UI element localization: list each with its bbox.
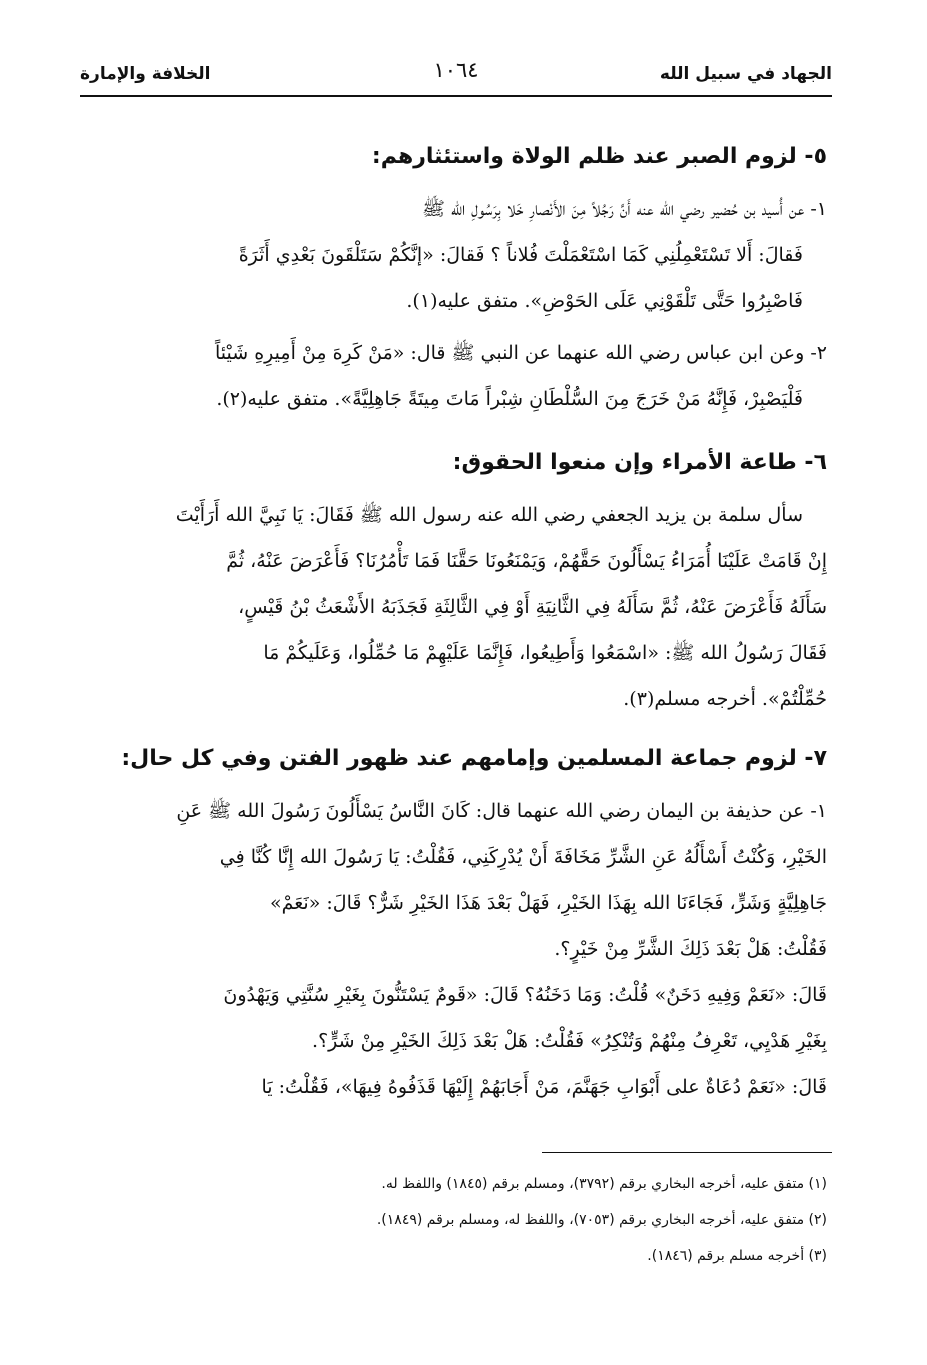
text-line: قَالَ: «نَعَمْ وَفِيهِ دَخَنٌ» قُلْتُ: وَمَا دَخَنُهُ؟ قَالَ: «قَومٌ يَسْتَنُّونَ بِغَيْرِ سُنَّتِي وَيَهْدُونَ (223, 984, 827, 1006)
text-line: سَأَلَهُ فَأَعْرَضَ عَنْهُ، ثُمَّ سَأَلَهُ فِي الثَّانِيَةِ أَوْ فِي الثَّالِثَةِ فَجَذَبَهُ الأَشْعَثُ بْنُ قَيْسٍ، (238, 596, 827, 618)
text-line: فَقالَ: أَلا تَسْتَعْمِلُنِي كَمَا اسْتَعْمَلْتَ فُلاناً ؟ فَقالَ: «إنَّكُمْ سَتَلْقَونَ بَعْدِي أَثَرَةً (238, 244, 803, 266)
footnote: (٣) أخرجه مسلم برقم (١٨٤٦). (647, 1248, 827, 1264)
section-5-heading: ٥- لزوم الصبر عند ظلم الولاة واستئثارهم: (371, 144, 827, 169)
text-line: قَالَ: «نَعَمْ دُعَاةٌ على أَبْوَابِ جَهَنَّمَ، مَنْ أَجَابَهُمْ إِلَيْهَا قَذَفُوهُ فِيهَا»، فَقُلْتُ: يَا (261, 1076, 827, 1098)
section-5-hadith-2 (95, 330, 827, 422)
text-line: فَلْيَصْبِرْ، فَإِنَّهُ مَنْ خَرَجَ مِنَ السُّلْطَانِ شِبْراً مَاتَ مِيتَةً جَاهِلِيَّةً». متفق عليه(٢). (216, 388, 803, 410)
book-title: الجهاد في سبيل الله (659, 64, 832, 84)
text-line: فَاصْبِرُوا حَتَّى تَلْقَوْنِي عَلَى الحَوْضِ». متفق عليه(١). (406, 290, 803, 312)
footnote: (٢) متفق عليه، أخرجه البخاري برقم (٧٠٥٣)، واللفظ له، ومسلم برقم (١٨٤٩). (376, 1212, 827, 1228)
footnotes (95, 1166, 827, 1274)
header-rule (80, 95, 832, 97)
running-header (80, 58, 832, 94)
section-7-heading: ٧- لزوم جماعة المسلمين وإمامهم عند ظهور الفتن وفي كل حال: (121, 746, 827, 771)
page-number: ١٠٦٤ (433, 58, 479, 82)
text-line: فَقَالَ رَسُولُ الله ﷺ: «اسْمَعُوا وَأَطِيعُوا، فَإِنَّمَا عَلَيْهِمْ مَا حُمِّلُوا، وَعَلَيكُمْ مَا (263, 642, 827, 664)
footnote-rule (542, 1152, 832, 1153)
section-6-text (95, 492, 827, 722)
text-line: جَاهِلِيَّةٍ وَشَرٍّ، فَجَاءَنَا الله بِهَذَا الخَيْرِ، فَهَلْ بَعْدَ هَذَا الخَيْرِ شَرٌّ؟ قَالَ: «نَعَمْ» (269, 892, 827, 914)
text-line: حُمِّلْتُمْ». أخرجه مسلم(٣). (623, 688, 827, 710)
chapter-title: الخلافة والإمارة (80, 64, 211, 84)
text-line: سأل سلمة بن يزيد الجعفي رضي الله عنه رسول الله ﷺ فَقَالَ: يَا نَبِيَّ الله أَرَأَيْتَ (175, 504, 803, 526)
text-line: إِنْ قَامَتْ عَلَيْنَا أُمَرَاءُ يَسْأَلُونَ حَقَّهُمْ، وَيَمْنَعُونَا حَقَّنَا فَمَا تَأْمُرُنَا؟ فَأَعْرَضَ عَنْهُ، ثُمَّ (226, 550, 827, 572)
text-line: الخَيْرِ، وَكُنْتُ أَسْأَلُهُ عَنِ الشَّرِّ مَخَافَةَ أَنْ يُدْرِكَنِي، فَقُلْتُ: يَا رَسُولَ الله إِنَّا كُنَّا فِي (219, 846, 827, 868)
section-6-heading: ٦- طاعة الأمراء وإن منعوا الحقوق: (452, 450, 827, 475)
text-line: ١- عن حذيفة بن اليمان رضي الله عنهما قال: كَانَ النَّاسُ يَسْأَلُونَ رَسُولَ الله ﷺ عَنِ (176, 800, 827, 822)
text-line: بِغَيْرِ هَدْيِي، تَعْرِفُ مِنْهُمْ وَتُنْكِرُ» فَقُلْتُ: هَلْ بَعْدَ ذَلِكَ الخَيْرِ مِنْ شَرٍّ؟. (312, 1030, 827, 1052)
footnote: (١) متفق عليه، أخرجه البخاري برقم (٣٧٩٢)، ومسلم برقم (١٨٤٥) واللفظ له. (381, 1176, 827, 1192)
text-line: ٢- وعن ابن عباس رضي الله عنهما عن النبي ﷺ قال: «مَنْ كَرِهَ مِنْ أَمِيرِهِ شَيْئاً (215, 342, 827, 364)
text-line: فَقُلْتُ: هَلْ بَعْدَ ذَلِكَ الشَّرِّ مِنْ خَيْرٍ؟. (554, 938, 827, 960)
section-7-text (95, 788, 827, 1110)
section-5-hadith-1 (95, 186, 827, 324)
text-line: ١- عن أُسيد بن حُضير رضي الله عنه أَنَّ رَجُلاً مِنَ الأَنْصارِ خَلا بِرَسُولِ الله ﷺ (421, 198, 827, 220)
